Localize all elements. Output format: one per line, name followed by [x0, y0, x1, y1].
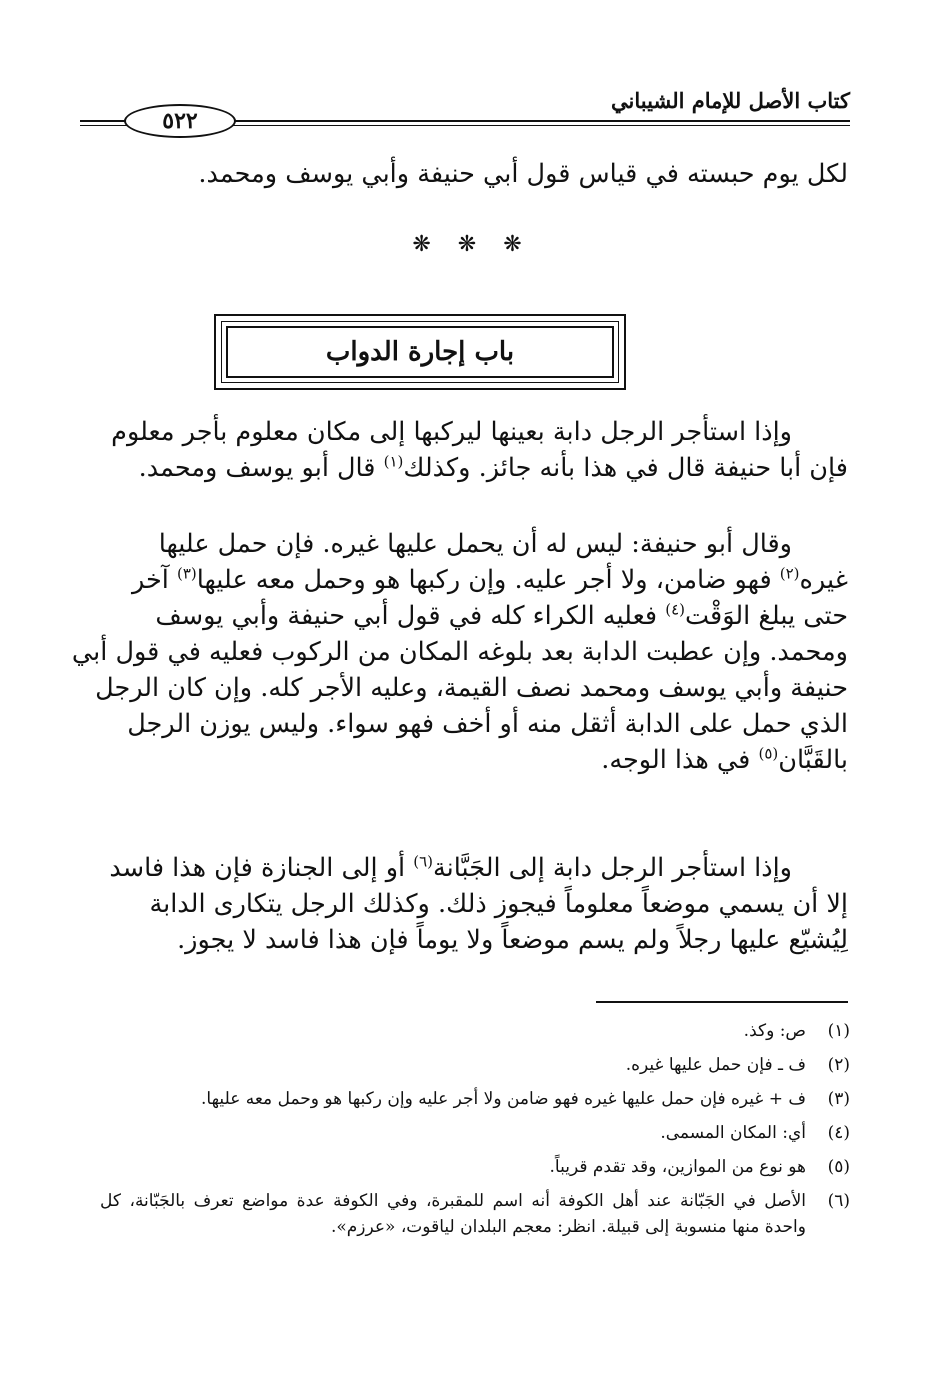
- footnote-ref-1: (١): [383, 452, 404, 471]
- footnotes: [100, 1018, 850, 1248]
- para2-line-4: ومحمد. وإن عطبت الدابة بعد بلوغه المكان من الركوب فعليه في قول أبي: [71, 637, 848, 667]
- footnote-number: (٣): [827, 1089, 850, 1109]
- footnote-ref-3: (٣): [177, 564, 197, 583]
- footnote: [100, 1154, 850, 1180]
- chapter-title-frame: [214, 314, 626, 390]
- footnote: [100, 1086, 850, 1112]
- para3-line-3: لِيُشيّع عليها رجلاً ولم يسم موضعاً ولا يوماً فإن هذا فاسد لا يجوز.: [177, 925, 848, 955]
- para2-line-1: وقال أبو حنيفة: ليس له أن يحمل عليها غيره. فإن حمل عليها: [158, 529, 792, 559]
- para2-line-2: [96, 562, 848, 598]
- para1-line-1: وإذا استأجر الرجل دابة بعينها ليركبها إلى مكان معلوم بأجر معلوم: [111, 417, 792, 447]
- footnote: [100, 1120, 850, 1146]
- footnote-ref-2: (٢): [779, 564, 800, 583]
- intro-line: لكل يوم حبسته في قياس قول أبي حنيفة وأبي يوسف ومحمد.: [198, 159, 848, 189]
- text-run: بالقَبَّان: [778, 745, 848, 775]
- footnote-text: ص: وكذ.: [743, 1021, 806, 1041]
- footnote-text: ف + غيره فإن حمل عليها غيره فهو ضامن ولا أجر عليه وإن ركبها هو وحمل معه عليها.: [201, 1089, 806, 1109]
- paragraph-1: [96, 414, 848, 486]
- text-run: آخر: [131, 565, 177, 595]
- book-title: كتاب الأصل للإمام الشيباني: [611, 88, 850, 113]
- footnote-number: (٥): [827, 1157, 850, 1177]
- section-ornament: ❋ ❋ ❋: [412, 232, 532, 257]
- paragraph-2: [71, 526, 848, 778]
- page-number-badge: [124, 104, 236, 138]
- intro-paragraph: [96, 156, 848, 192]
- text-run: غيره: [799, 565, 848, 595]
- footnote-text: هو نوع من الموازين، وقد تقدم قريباً.: [549, 1157, 806, 1177]
- footnote: [100, 1188, 850, 1240]
- footnote-ref-5: (٥): [758, 744, 779, 763]
- frame-core: [226, 326, 614, 378]
- para2-line-3: [96, 598, 848, 634]
- footnote-ref-4: (٤): [665, 600, 685, 619]
- para2-line-7: [96, 742, 848, 778]
- footnote-ref-6: (٦): [413, 852, 434, 871]
- text-run: في هذا الوجه.: [601, 745, 759, 775]
- text-run: فهو ضامن، ولا أجر عليه. وإن ركبها هو وحمل معه عليها: [196, 565, 780, 595]
- running-header: [80, 80, 850, 140]
- page-number: ٥٢٢: [162, 108, 198, 134]
- footnote: [100, 1018, 850, 1044]
- text-run: أو إلى الجنازة فإن هذا فاسد: [109, 853, 414, 883]
- para1-line-2: [96, 450, 848, 486]
- text-run: وإذا استأجر الرجل دابة إلى الجَبَّانة: [433, 853, 792, 883]
- para2-line-5: حنيفة وأبي يوسف ومحمد نصف القيمة، وعليه الأجر كله. وإن كان الرجل: [95, 673, 848, 703]
- footnote-number: (٤): [827, 1123, 850, 1143]
- footnote-text: ف ـ فإن حمل عليها غيره.: [625, 1055, 806, 1075]
- footnote-number: (٢): [827, 1055, 850, 1075]
- footnote: [100, 1052, 850, 1078]
- text-run: فعليه الكراء كله في قول أبي حنيفة وأبي يوسف: [155, 601, 666, 631]
- para2-line-6: الذي حمل على الدابة أثقل منه أو أخف فهو سواء. وليس يوزن الرجل: [127, 709, 848, 739]
- footnote-number: (٦): [827, 1191, 850, 1211]
- para3-line-2: إلا أن يسمي موضعاً معلوماً فيجوز ذلك. وكذلك الرجل يتكارى الدابة: [149, 889, 848, 919]
- text-run: حتى يبلغ الوَقْت: [685, 601, 848, 631]
- footnote-separator: [596, 1001, 848, 1003]
- para3-line-1: [96, 850, 848, 886]
- paragraph-3: [96, 850, 848, 958]
- footnote-number: (١): [827, 1021, 850, 1041]
- footnote-text: الأصل في الجَبّانة عند أهل الكوفة أنه اسم للمقبرة، وفي الكوفة عدة مواضع تعرف بالجَبّانة، كل واحدة منها منسوبة إلى قبيلة. انظر: معجم البلدان لياقوت، «عرزم».: [100, 1191, 806, 1237]
- text-run: فإن أبا حنيفة قال في هذا بأنه جائز. وكذلك: [403, 453, 848, 483]
- footnote-text: أي: المكان المسمى.: [660, 1123, 806, 1143]
- chapter-title: باب إجارة الدواب: [325, 337, 515, 367]
- text-run: قال أبو يوسف ومحمد.: [138, 453, 384, 483]
